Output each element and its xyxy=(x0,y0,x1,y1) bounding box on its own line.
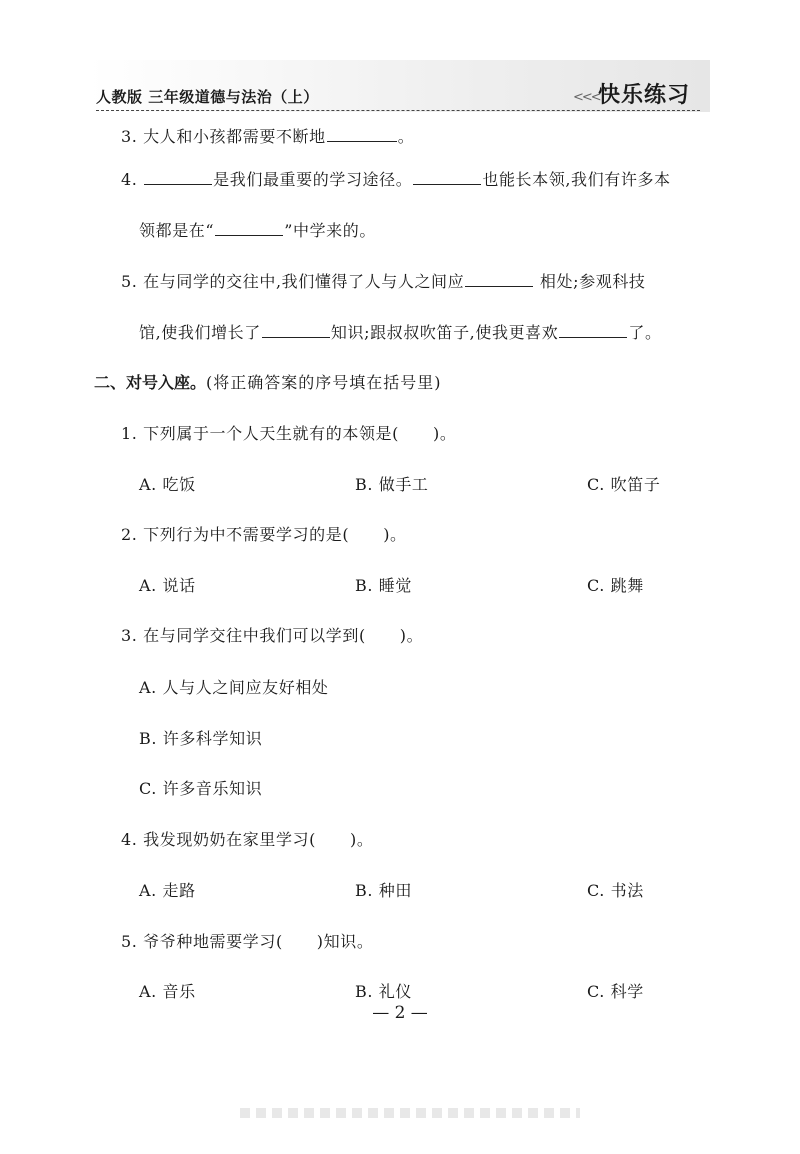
option-a[interactable]: A. 吃饭 xyxy=(139,475,196,494)
choice-question-1 xyxy=(121,421,456,444)
option-c[interactable]: C. 书法 xyxy=(587,881,644,900)
option-a[interactable]: A. 人与人之间应友好相处 xyxy=(139,678,329,697)
answer-blank[interactable] xyxy=(413,170,481,185)
page-number: — 2 — xyxy=(372,1003,428,1023)
question-stem: 1. 下列属于一个人天生就有的本领是( xyxy=(121,424,399,443)
question-text: 了。 xyxy=(628,323,662,342)
answer-blank[interactable] xyxy=(559,323,627,338)
question-number: 4. xyxy=(121,170,138,189)
question-text: 大人和小孩都需要不断地 xyxy=(143,127,326,146)
choice-question-3 xyxy=(121,623,423,646)
question-text: 。 xyxy=(397,127,415,146)
option-b[interactable]: B. 种田 xyxy=(355,881,412,900)
fill-question-4-line2 xyxy=(139,218,376,241)
chevrons-icon: <<< xyxy=(573,90,600,105)
question-text: 在与同学的交往中,我们懂得了人与人之间应 xyxy=(143,272,465,291)
option-b[interactable]: B. 礼仪 xyxy=(355,982,412,1001)
fill-question-5-line2 xyxy=(139,320,662,343)
option-b[interactable]: B. 许多科学知识 xyxy=(139,729,263,748)
question-stem: 5. 爷爷种地需要学习( xyxy=(121,932,283,951)
question-stem-end: )。 xyxy=(383,525,407,544)
question-stem: 3. 在与同学交往中我们可以学到( xyxy=(121,626,366,645)
option-c[interactable]: C. 科学 xyxy=(587,982,644,1001)
question-text: 也能长本领,我们有许多本 xyxy=(482,170,671,189)
question-text: 馆,使我们增长了 xyxy=(139,323,261,342)
choice-question-5 xyxy=(121,929,373,952)
answer-blank[interactable] xyxy=(262,323,330,338)
option-b[interactable]: B. 睡觉 xyxy=(355,576,412,595)
question-stem-end: )。 xyxy=(399,626,424,645)
option-a[interactable]: A. 说话 xyxy=(139,576,196,595)
fill-question-5 xyxy=(121,269,646,292)
question-text: 是我们最重要的学习途径。 xyxy=(213,170,413,189)
choice-question-2 xyxy=(121,522,407,545)
page-header xyxy=(0,60,800,116)
header-divider xyxy=(96,110,700,111)
answer-blank[interactable] xyxy=(144,170,212,185)
question-text: ”中学来的。 xyxy=(284,221,376,240)
question-stem: 4. 我发现奶奶在家里学习( xyxy=(121,830,316,849)
question-stem-end: )。 xyxy=(350,830,374,849)
option-c[interactable]: C. 许多音乐知识 xyxy=(139,779,263,798)
brand-title: 快乐练习 xyxy=(598,83,691,108)
question-text: 领都是在“ xyxy=(139,221,215,240)
question-stem-end: )知识。 xyxy=(316,932,374,951)
faint-footer-text xyxy=(240,1108,580,1118)
option-c[interactable]: C. 跳舞 xyxy=(587,576,644,595)
section-2-heading xyxy=(94,370,442,393)
fill-question-4 xyxy=(121,167,671,190)
book-title: 人教版 三年级道德与法治（上） xyxy=(96,88,319,106)
option-c[interactable]: C. 吹笛子 xyxy=(587,475,661,494)
option-a[interactable]: A. 走路 xyxy=(139,881,196,900)
answer-blank[interactable] xyxy=(215,221,283,236)
question-text: 相处;参观科技 xyxy=(534,272,646,291)
question-stem: 2. 下列行为中不需要学习的是( xyxy=(121,525,350,544)
question-stem-end: )。 xyxy=(433,424,457,443)
section-title: 二、对号入座。 xyxy=(94,373,207,392)
question-number: 3. xyxy=(121,127,138,146)
fill-question-3 xyxy=(121,124,414,147)
section-instruction: (将正确答案的序号填在括号里) xyxy=(206,373,442,392)
option-b[interactable]: B. 做手工 xyxy=(355,475,429,494)
choice-question-4 xyxy=(121,827,373,850)
answer-blank[interactable] xyxy=(327,127,397,142)
answer-blank[interactable] xyxy=(465,272,533,287)
question-text: 知识;跟叔叔吹笛子,使我更喜欢 xyxy=(330,323,559,342)
question-number: 5. xyxy=(121,272,138,291)
option-a[interactable]: A. 音乐 xyxy=(139,982,196,1001)
